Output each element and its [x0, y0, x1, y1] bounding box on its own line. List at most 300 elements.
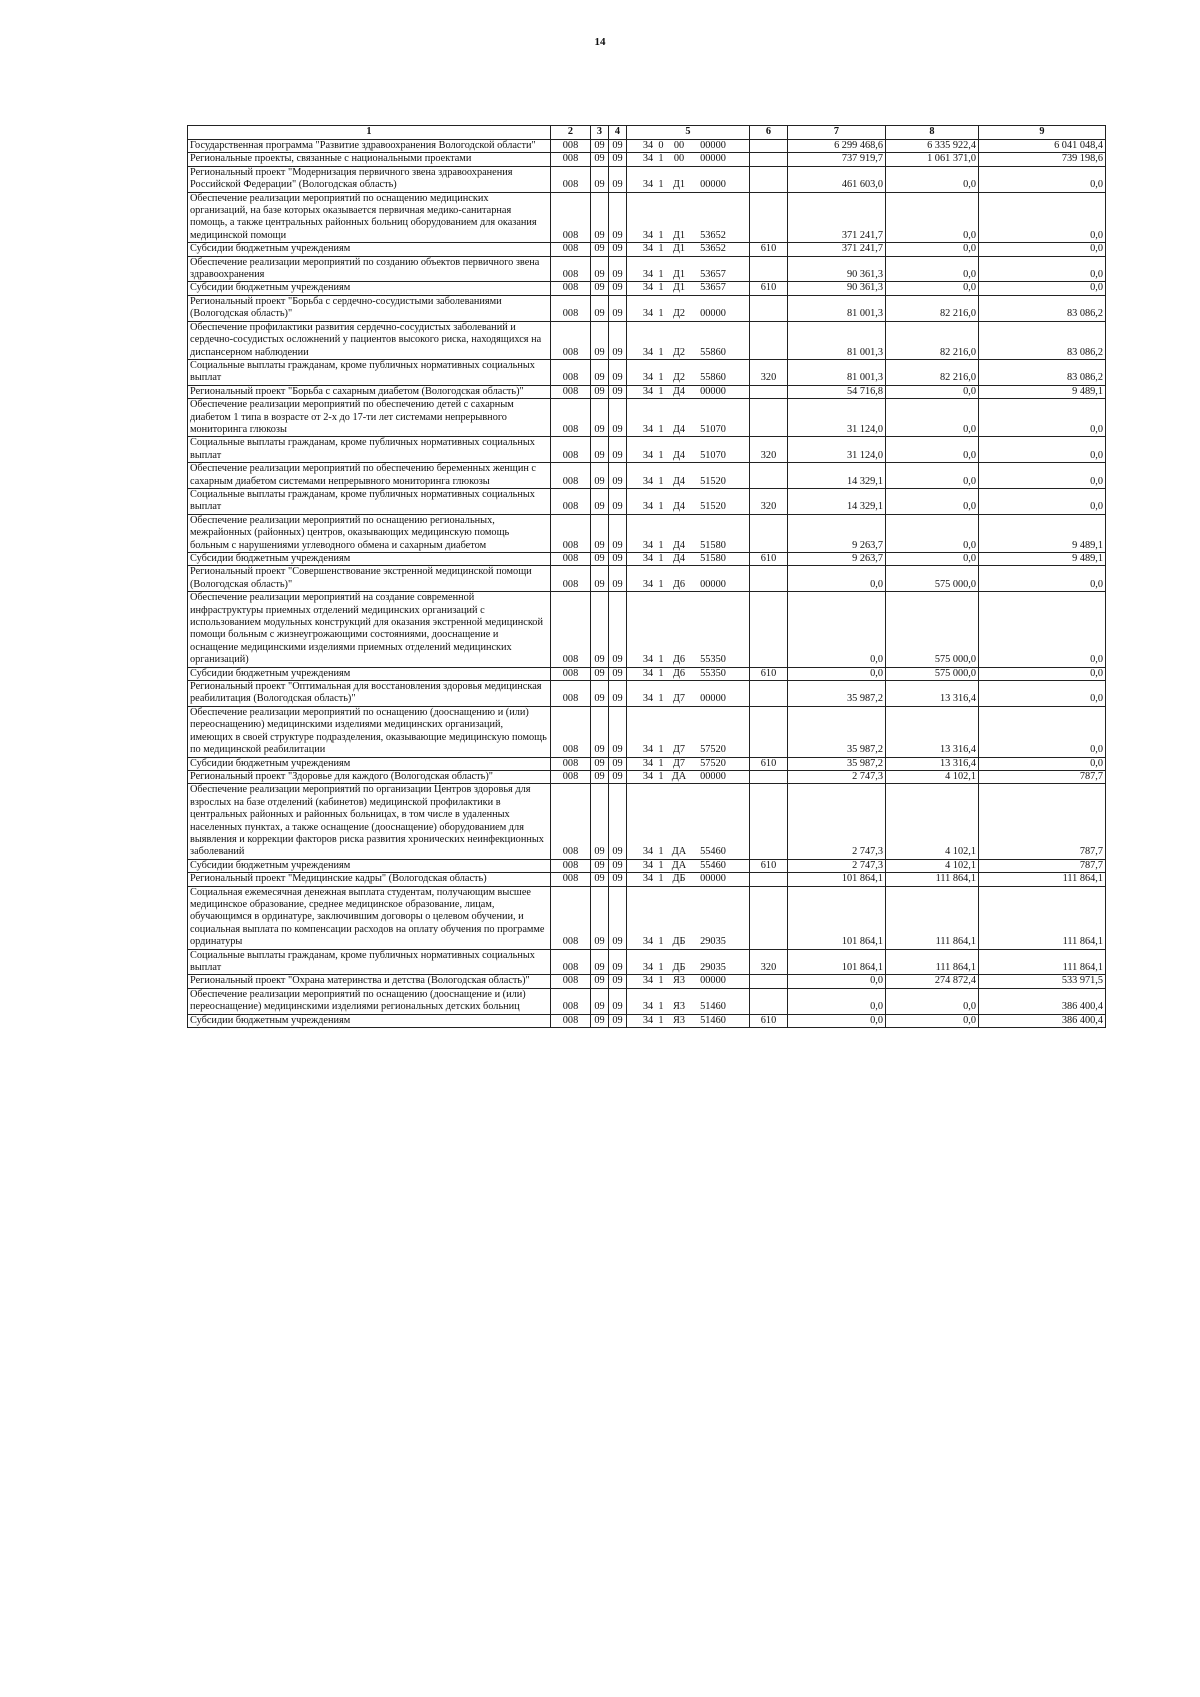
- section-code: 09: [591, 321, 609, 359]
- subprogram-code: 1: [658, 962, 664, 973]
- ministry-code: 008: [551, 282, 591, 295]
- direction-code: 57520: [700, 757, 726, 769]
- subsection-code: 09: [609, 463, 627, 489]
- program-code: 34: [642, 962, 654, 973]
- subprogram-code: 1: [658, 372, 664, 384]
- subsection-code: 09: [609, 514, 627, 552]
- amount-col-7: 54 716,8: [788, 385, 886, 398]
- table-row: [188, 140, 1106, 153]
- subsection-code: 09: [609, 399, 627, 437]
- table-row: [188, 192, 1106, 243]
- amount-col-7: 81 001,3: [788, 321, 886, 359]
- ministry-code: 008: [551, 873, 591, 886]
- amount-col-9: 111 864,1: [979, 949, 1106, 975]
- row-name: Обеспечение реализации мероприятий по созданию объектов первичного звена здравоохранения: [188, 256, 551, 282]
- table-row: [188, 437, 1106, 463]
- direction-code: 55350: [700, 654, 726, 666]
- row-name: Субсидии бюджетным учреждениям: [188, 667, 551, 680]
- header-cell: 6: [750, 126, 788, 140]
- direction-code: 51520: [700, 475, 726, 487]
- target-article-code: [627, 514, 750, 552]
- target-article-code: [627, 437, 750, 463]
- ministry-code: 008: [551, 553, 591, 566]
- direction-code: 53652: [700, 229, 726, 241]
- row-name: Региональный проект "Здоровье для каждого (Вологодская область)": [188, 770, 551, 783]
- target-article-code: [627, 667, 750, 680]
- amount-col-7: 0,0: [788, 667, 886, 680]
- target-article-code: [627, 566, 750, 592]
- table-row: [188, 770, 1106, 783]
- ministry-code: 008: [551, 784, 591, 859]
- section-code: 09: [591, 192, 609, 243]
- section-code: 09: [591, 243, 609, 256]
- amount-col-9: 0,0: [979, 463, 1106, 489]
- table-row: [188, 784, 1106, 859]
- subprogram-code: 1: [658, 757, 664, 769]
- amount-col-9: 0,0: [979, 399, 1106, 437]
- amount-col-8: 0,0: [886, 399, 979, 437]
- ministry-code: 008: [551, 488, 591, 514]
- ministry-code: 008: [551, 975, 591, 988]
- direction-code: 29035: [700, 936, 726, 948]
- amount-col-7: 0,0: [788, 975, 886, 988]
- row-name: Обеспечение реализации мероприятий на создание современной инфраструктуры приемных отделений медицинских организаций с использованием модульных конструкций для оказания экстренной медицинской помощи больным с жизнеугрожающими состояниями, дооснащение и оснащение медицинскими изделиями приемных отделений медицинских организаций): [188, 592, 551, 667]
- ministry-code: 008: [551, 667, 591, 680]
- table-row: [188, 514, 1106, 552]
- row-name: Обеспечение реализации мероприятий по обеспечению детей с сахарным диабетом 1 типа в возрасте от 2-х до 17-ти лет системами непрерывного мониторинга глюкозы: [188, 399, 551, 437]
- row-name: Региональный проект "Медицинские кадры" (Вологодская область): [188, 873, 551, 886]
- subsection-code: 09: [609, 359, 627, 385]
- subsection-code: 09: [609, 1014, 627, 1027]
- subprogram-code: 1: [658, 269, 664, 281]
- header-cell: 7: [788, 126, 886, 140]
- ministry-code: 008: [551, 140, 591, 153]
- amount-col-8: 0,0: [886, 553, 979, 566]
- subprogram-code: 1: [658, 179, 664, 191]
- direction-code: 55460: [700, 846, 726, 858]
- target-article-code: [627, 282, 750, 295]
- amount-col-9: 533 971,5: [979, 975, 1106, 988]
- subprogram-code: 1: [658, 859, 664, 871]
- expense-type-code: [750, 514, 788, 552]
- amount-col-9: 0,0: [979, 282, 1106, 295]
- project-code: Д4: [672, 475, 686, 487]
- subprogram-code: 1: [658, 693, 664, 705]
- amount-col-9: 111 864,1: [979, 886, 1106, 949]
- project-code: ДА: [671, 859, 687, 871]
- amount-col-9: 9 489,1: [979, 553, 1106, 566]
- direction-code: 00000: [700, 179, 726, 191]
- row-name: Региональный проект "Оптимальная для восстановления здоровья медицинская реабилитация (Вологодская область)": [188, 681, 551, 707]
- direction-code: 51460: [700, 1014, 726, 1026]
- ministry-code: 008: [551, 192, 591, 243]
- target-article-code: [627, 488, 750, 514]
- row-name: Социальные выплаты гражданам, кроме публичных нормативных социальных выплат: [188, 949, 551, 975]
- amount-col-9: 0,0: [979, 488, 1106, 514]
- subsection-code: 09: [609, 886, 627, 949]
- amount-col-8: 82 216,0: [886, 295, 979, 321]
- program-code: 34: [642, 1001, 654, 1013]
- ministry-code: 008: [551, 399, 591, 437]
- amount-col-7: 0,0: [788, 1014, 886, 1027]
- amount-col-9: 0,0: [979, 437, 1106, 463]
- amount-col-9: 0,0: [979, 757, 1106, 770]
- expense-type-code: [750, 873, 788, 886]
- amount-col-8: 111 864,1: [886, 949, 979, 975]
- direction-code: 51460: [700, 1001, 726, 1013]
- amount-col-8: 0,0: [886, 282, 979, 295]
- amount-col-7: 90 361,3: [788, 282, 886, 295]
- direction-code: 51580: [700, 553, 726, 564]
- row-name: Региональный проект "Борьба с сахарным диабетом (Вологодская область)": [188, 385, 551, 398]
- target-article-code: [627, 988, 750, 1014]
- section-code: 09: [591, 770, 609, 783]
- ministry-code: 008: [551, 770, 591, 783]
- target-article-code: [627, 295, 750, 321]
- table-row: [188, 488, 1106, 514]
- target-article-code: [627, 886, 750, 949]
- expense-type-code: [750, 295, 788, 321]
- amount-col-8: 13 316,4: [886, 706, 979, 757]
- row-name: Субсидии бюджетным учреждениям: [188, 859, 551, 872]
- amount-col-8: 82 216,0: [886, 321, 979, 359]
- target-article-code: [627, 153, 750, 166]
- row-name: Обеспечение реализации мероприятий по организации Центров здоровья для взрослых на базе отделений (кабинетов) медицинской профилактики в центральных районных и районных больницах, в том числе в удаленных населенных пунктах, а также оснащение (дооснащение) оборудованием для выявления и коррекции факторов риска развития хронических неинфекционных заболеваний: [188, 784, 551, 859]
- subprogram-code: 1: [658, 385, 664, 397]
- target-article-code: [627, 553, 750, 566]
- table-row: [188, 566, 1106, 592]
- project-code: Д7: [672, 744, 686, 756]
- subsection-code: 09: [609, 256, 627, 282]
- section-code: 09: [591, 988, 609, 1014]
- row-name: Субсидии бюджетным учреждениям: [188, 282, 551, 295]
- subsection-code: 09: [609, 566, 627, 592]
- subprogram-code: 1: [658, 229, 664, 241]
- direction-code: 00000: [700, 140, 726, 151]
- section-code: 09: [591, 153, 609, 166]
- amount-col-8: 0,0: [886, 437, 979, 463]
- subsection-code: 09: [609, 988, 627, 1014]
- program-code: 34: [642, 936, 654, 948]
- row-name: Обеспечение реализации мероприятий по оснащению региональных, межрайонных (районных) центров, оказывающих медицинскую помощь больным с нарушениями углеводного обмена и сахарным диабетом: [188, 514, 551, 552]
- expense-type-code: [750, 975, 788, 988]
- table-row: [188, 681, 1106, 707]
- table-row: [188, 295, 1106, 321]
- project-code: Д4: [672, 423, 686, 435]
- program-code: 34: [642, 243, 654, 255]
- subprogram-code: 1: [658, 282, 664, 294]
- row-name: Региональные проекты, связанные с национальными проектами: [188, 153, 551, 166]
- subsection-code: 09: [609, 859, 627, 872]
- row-name: Субсидии бюджетным учреждениям: [188, 243, 551, 256]
- section-code: 09: [591, 975, 609, 988]
- subprogram-code: 1: [658, 1014, 664, 1026]
- subsection-code: 09: [609, 784, 627, 859]
- amount-col-7: 31 124,0: [788, 399, 886, 437]
- subsection-code: 09: [609, 153, 627, 166]
- direction-code: 51070: [700, 423, 726, 435]
- program-code: 34: [642, 578, 654, 590]
- target-article-code: [627, 321, 750, 359]
- table-row: [188, 359, 1106, 385]
- amount-col-8: 0,0: [886, 463, 979, 489]
- project-code: 00: [673, 140, 685, 151]
- subprogram-code: 1: [658, 475, 664, 487]
- expense-type-code: [750, 784, 788, 859]
- amount-col-7: 2 747,3: [788, 770, 886, 783]
- amount-col-7: 101 864,1: [788, 949, 886, 975]
- amount-col-9: 0,0: [979, 192, 1106, 243]
- amount-col-7: 0,0: [788, 592, 886, 667]
- header-cell: 1: [188, 126, 551, 140]
- amount-col-8: 111 864,1: [886, 873, 979, 886]
- amount-col-7: 31 124,0: [788, 437, 886, 463]
- amount-col-8: 0,0: [886, 192, 979, 243]
- amount-col-7: 461 603,0: [788, 166, 886, 192]
- section-code: 09: [591, 667, 609, 680]
- section-code: 09: [591, 140, 609, 153]
- section-code: 09: [591, 757, 609, 770]
- subprogram-code: 1: [658, 667, 664, 679]
- amount-col-8: 0,0: [886, 385, 979, 398]
- direction-code: 00000: [700, 153, 726, 165]
- expense-type-code: 610: [750, 1014, 788, 1027]
- direction-code: 51070: [700, 449, 726, 461]
- subsection-code: 09: [609, 321, 627, 359]
- program-code: 34: [642, 229, 654, 241]
- subprogram-code: 1: [658, 770, 664, 782]
- subsection-code: 09: [609, 243, 627, 256]
- row-name: Обеспечение реализации мероприятий по оснащению (дооснащению и (или) переоснащению) медицинскими изделиями медицинских организаций, имеющих в своей структуре подразделения, оказывающие медицинскую помощь по медицинской реабилитации: [188, 706, 551, 757]
- amount-col-7: 14 329,1: [788, 488, 886, 514]
- subprogram-code: 1: [658, 449, 664, 461]
- direction-code: 55860: [700, 346, 726, 358]
- direction-code: 51580: [700, 539, 726, 551]
- project-code: Д4: [672, 501, 686, 513]
- subprogram-code: 1: [658, 308, 664, 320]
- subsection-code: 09: [609, 282, 627, 295]
- subprogram-code: 1: [658, 578, 664, 590]
- project-code: Д4: [672, 553, 686, 564]
- expense-type-code: [750, 153, 788, 166]
- section-code: 09: [591, 463, 609, 489]
- row-name: Государственная программа "Развитие здравоохранения Вологодской области": [188, 140, 551, 153]
- table-row: [188, 256, 1106, 282]
- target-article-code: [627, 385, 750, 398]
- amount-col-7: 371 241,7: [788, 243, 886, 256]
- section-code: 09: [591, 592, 609, 667]
- project-code: Д4: [672, 449, 686, 461]
- project-code: Д2: [672, 308, 686, 320]
- direction-code: 00000: [700, 693, 726, 705]
- program-code: 34: [642, 654, 654, 666]
- amount-col-8: 4 102,1: [886, 784, 979, 859]
- subsection-code: 09: [609, 770, 627, 783]
- ministry-code: 008: [551, 437, 591, 463]
- expense-type-code: 610: [750, 859, 788, 872]
- row-name: Обеспечение профилактики развития сердечно-сосудистых заболеваний и сердечно-сосудистых осложнений у пациентов высокого риска, находящихся на диспансерном наблюдении: [188, 321, 551, 359]
- project-code: Д4: [672, 539, 686, 551]
- program-code: 34: [642, 873, 654, 885]
- table-row: [188, 1014, 1106, 1027]
- target-article-code: [627, 1014, 750, 1027]
- row-name: Субсидии бюджетным учреждениям: [188, 553, 551, 566]
- ministry-code: 008: [551, 1014, 591, 1027]
- amount-col-7: 2 747,3: [788, 784, 886, 859]
- amount-col-7: 101 864,1: [788, 886, 886, 949]
- project-code: Д1: [672, 282, 686, 294]
- amount-col-8: 0,0: [886, 514, 979, 552]
- amount-col-7: 0,0: [788, 988, 886, 1014]
- subsection-code: 09: [609, 385, 627, 398]
- amount-col-8: 111 864,1: [886, 886, 979, 949]
- table-row: [188, 757, 1106, 770]
- subsection-code: 09: [609, 873, 627, 886]
- ministry-code: 008: [551, 757, 591, 770]
- amount-col-8: 274 872,4: [886, 975, 979, 988]
- ministry-code: 008: [551, 256, 591, 282]
- ministry-code: 008: [551, 949, 591, 975]
- target-article-code: [627, 140, 750, 153]
- section-code: 09: [591, 359, 609, 385]
- amount-col-8: 13 316,4: [886, 757, 979, 770]
- ministry-code: 008: [551, 166, 591, 192]
- program-code: 34: [642, 475, 654, 487]
- subsection-code: 09: [609, 667, 627, 680]
- table-row: [188, 553, 1106, 566]
- program-code: 34: [642, 179, 654, 191]
- ministry-code: 008: [551, 463, 591, 489]
- direction-code: 55460: [700, 859, 726, 871]
- table-row: [188, 886, 1106, 949]
- direction-code: 53657: [700, 269, 726, 281]
- ministry-code: 008: [551, 681, 591, 707]
- section-code: 09: [591, 566, 609, 592]
- table-row: [188, 399, 1106, 437]
- amount-col-7: 2 747,3: [788, 859, 886, 872]
- expense-type-code: 610: [750, 243, 788, 256]
- direction-code: 00000: [700, 873, 726, 885]
- subprogram-code: 1: [658, 501, 664, 513]
- program-code: 34: [642, 140, 654, 151]
- project-code: Д1: [672, 269, 686, 281]
- target-article-code: [627, 975, 750, 988]
- project-code: Д7: [672, 757, 686, 769]
- subsection-code: 09: [609, 757, 627, 770]
- table-row: [188, 949, 1106, 975]
- project-code: Д6: [672, 654, 686, 666]
- program-code: 34: [642, 346, 654, 358]
- expense-type-code: [750, 385, 788, 398]
- direction-code: 55350: [700, 667, 726, 679]
- row-name: Региональный проект "Охрана материнства и детства (Вологодская область)": [188, 975, 551, 988]
- target-article-code: [627, 256, 750, 282]
- header-cell: 5: [627, 126, 750, 140]
- program-code: 34: [642, 539, 654, 551]
- program-code: 34: [642, 449, 654, 461]
- expense-type-code: [750, 886, 788, 949]
- row-name: Социальные выплаты гражданам, кроме публичных нормативных социальных выплат: [188, 437, 551, 463]
- section-code: 09: [591, 706, 609, 757]
- row-name: Обеспечение реализации мероприятий по оснащению медицинских организаций, на базе которых оказывается первичная медико-санитарная помощь, а также центральных районных больниц оборудованием для оказания медицинской помощи: [188, 192, 551, 243]
- amount-col-7: 81 001,3: [788, 295, 886, 321]
- row-name: Обеспечение реализации мероприятий по обеспечению беременных женщин с сахарным диабетом системами непрерывного мониторинга глюкозы: [188, 463, 551, 489]
- project-code: Д6: [672, 667, 686, 679]
- amount-col-8: 6 335 922,4: [886, 140, 979, 153]
- ministry-code: 008: [551, 859, 591, 872]
- project-code: ДБ: [672, 873, 686, 885]
- amount-col-7: 81 001,3: [788, 359, 886, 385]
- ministry-code: 008: [551, 359, 591, 385]
- amount-col-9: 787,7: [979, 859, 1106, 872]
- program-code: 34: [642, 846, 654, 858]
- direction-code: 00000: [700, 770, 726, 782]
- direction-code: 00000: [700, 308, 726, 320]
- expense-type-code: 610: [750, 282, 788, 295]
- subsection-code: 09: [609, 592, 627, 667]
- direction-code: 55860: [700, 372, 726, 384]
- program-code: 34: [642, 693, 654, 705]
- program-code: 34: [642, 282, 654, 294]
- project-code: Я3: [672, 1001, 686, 1013]
- target-article-code: [627, 399, 750, 437]
- program-code: 34: [642, 269, 654, 281]
- direction-code: 00000: [700, 578, 726, 590]
- target-article-code: [627, 949, 750, 975]
- amount-col-9: 6 041 048,4: [979, 140, 1106, 153]
- amount-col-7: 35 987,2: [788, 681, 886, 707]
- amount-col-8: 1 061 371,0: [886, 153, 979, 166]
- target-article-code: [627, 873, 750, 886]
- row-name: Обеспечение реализации мероприятий по оснащению (дооснащение и (или) переоснащение) медицинскими изделиями региональных детских больниц: [188, 988, 551, 1014]
- amount-col-9: 0,0: [979, 592, 1106, 667]
- ministry-code: 008: [551, 988, 591, 1014]
- program-code: 34: [642, 1014, 654, 1026]
- table-row: [188, 153, 1106, 166]
- expense-type-code: [750, 770, 788, 783]
- section-code: 09: [591, 399, 609, 437]
- program-code: 34: [642, 859, 654, 871]
- direction-code: 57520: [700, 744, 726, 756]
- subprogram-code: 1: [658, 936, 664, 948]
- header-cell: 8: [886, 126, 979, 140]
- table-row: [188, 975, 1106, 988]
- table-row: [188, 282, 1106, 295]
- row-name: Социальные выплаты гражданам, кроме публичных нормативных социальных выплат: [188, 488, 551, 514]
- amount-col-8: 575 000,0: [886, 566, 979, 592]
- amount-col-9: 386 400,4: [979, 1014, 1106, 1027]
- amount-col-9: 9 489,1: [979, 385, 1106, 398]
- ministry-code: 008: [551, 706, 591, 757]
- subprogram-code: 1: [658, 153, 664, 165]
- amount-col-7: 6 299 468,6: [788, 140, 886, 153]
- ministry-code: 008: [551, 592, 591, 667]
- row-name: Региональный проект "Модернизация первичного звена здравоохранения Российской Федерации" (Вологодская область): [188, 166, 551, 192]
- ministry-code: 008: [551, 295, 591, 321]
- project-code: Д2: [672, 346, 686, 358]
- subprogram-code: 1: [658, 423, 664, 435]
- section-code: 09: [591, 514, 609, 552]
- amount-col-7: 9 263,7: [788, 514, 886, 552]
- subprogram-code: 1: [658, 975, 664, 987]
- subprogram-code: 1: [658, 1001, 664, 1013]
- amount-col-8: 0,0: [886, 1014, 979, 1027]
- section-code: 09: [591, 784, 609, 859]
- amount-col-9: 0,0: [979, 681, 1106, 707]
- project-code: Д6: [672, 578, 686, 590]
- amount-col-9: 9 489,1: [979, 514, 1106, 552]
- section-code: 09: [591, 437, 609, 463]
